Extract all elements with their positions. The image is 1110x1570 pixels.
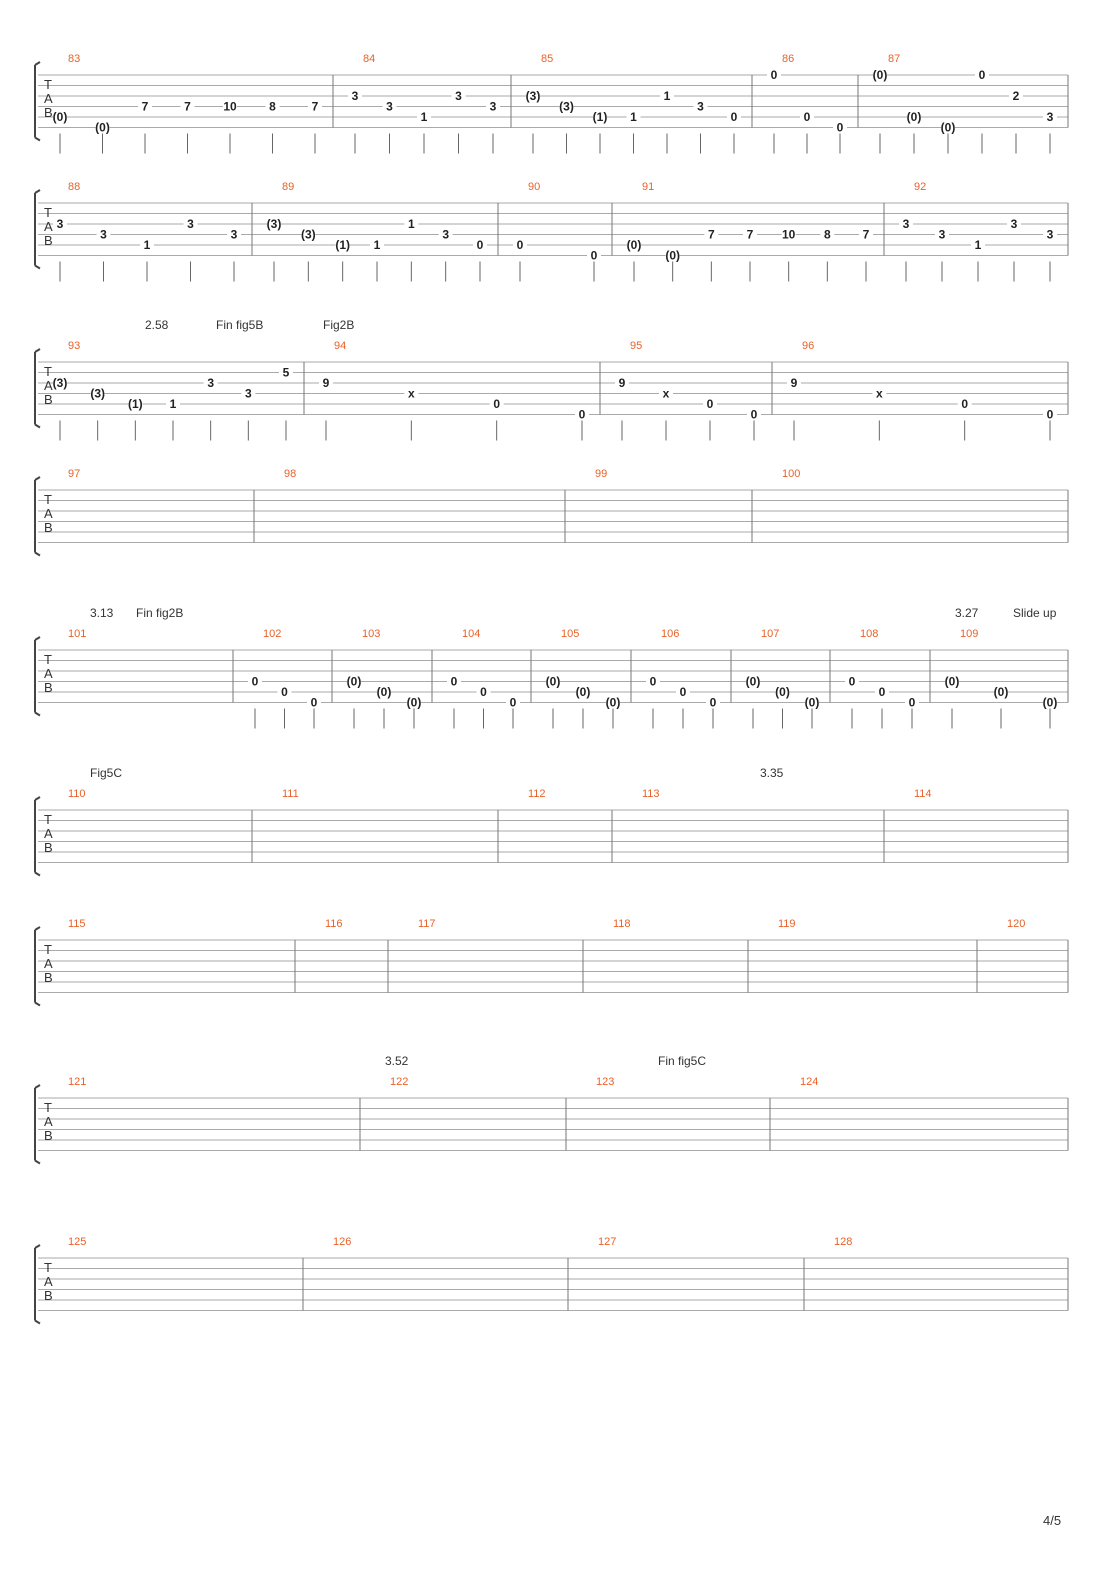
fret-number: (3) [525,89,541,103]
fret-number: (0) [804,695,820,710]
tab-clef-letter: A [44,378,53,393]
tab-clef-letter: A [44,1114,53,1129]
fret-number: 1 [373,238,381,252]
fret-number: 9 [322,376,330,390]
tab-clef-letter: T [44,1100,52,1115]
section-annotation: Fig2B [323,318,355,332]
fret-number: 10 [223,99,237,114]
system-bracket [35,637,40,716]
fret-number: (1) [127,397,143,411]
fret-number: (3) [52,376,68,390]
tab-clef-letter: B [44,520,53,535]
fret-number: 3 [56,217,64,231]
measure-number: 117 [418,918,436,930]
tab-system [35,53,1068,154]
measure-number: 96 [802,340,815,352]
fret-number: 3 [351,89,359,103]
fret-number: 9 [790,376,798,390]
measure-number: 84 [363,53,376,65]
measure-number: 123 [596,1076,615,1088]
measure-number: 112 [528,788,546,800]
fret-number: 0 [649,674,657,689]
fret-number: (0) [545,674,561,689]
system-bracket [35,1245,40,1324]
tab-clef-letter: T [44,812,52,827]
fret-number: (0) [993,685,1009,699]
fret-number: 3 [455,89,462,103]
section-annotation: 3.52 [385,1054,409,1068]
section-annotation: Slide up [1013,606,1057,620]
tab-system [35,606,1068,729]
fret-number: 0 [310,695,318,710]
fret-number: 0 [878,685,886,699]
measure-number: 86 [782,53,795,65]
fret-number: 0 [978,68,986,82]
measure-number: 110 [68,788,86,800]
section-annotation: 3.27 [955,606,979,620]
measure-number: 91 [642,181,655,193]
fret-number: x [875,386,883,401]
fret-number: 7 [746,227,754,242]
fret-number: x [662,386,670,401]
measure-number: 108 [860,628,879,640]
fret-number: 3 [902,217,910,231]
system-bracket [35,1085,40,1164]
measure-number: 115 [68,918,86,930]
fret-number: 0 [709,695,717,710]
tab-clef-letter: A [44,956,53,971]
fret-number: 7 [862,227,870,242]
tab-clef-letter: B [44,680,53,695]
fret-number: 3 [244,386,252,401]
tab-clef-letter: T [44,942,52,957]
fret-number: (1) [592,110,608,124]
section-annotation: Fig5C [90,766,123,780]
fret-number: 7 [707,227,715,242]
measure-number: 100 [782,468,801,480]
fret-number: 0 [706,397,714,411]
fret-number: 0 [509,695,517,710]
tab-clef-letter: A [44,219,53,234]
tab-clef-letter: T [44,364,52,379]
fret-number: 1 [630,110,637,124]
system-bracket [35,349,40,428]
measure-number: 95 [630,340,643,352]
measure-number: 98 [284,468,297,480]
fret-number: 7 [184,99,191,114]
fret-number: 0 [578,407,586,422]
fret-number: 7 [311,99,319,114]
tab-clef-letter: A [44,1274,53,1289]
section-annotation: Fin fig5C [658,1054,707,1068]
fret-number: (0) [944,674,960,689]
fret-number: (0) [872,68,888,82]
fret-number: (3) [90,386,106,401]
fret-number: 0 [1046,407,1054,422]
tab-system [35,766,1068,876]
fret-number: 0 [679,685,687,699]
fret-number: (0) [605,695,621,710]
fret-number: 3 [442,227,450,242]
systems-layer [35,53,1068,1324]
fret-number: (0) [940,120,956,135]
measure-number: 102 [263,628,282,640]
measure-number: 122 [390,1076,409,1088]
fret-number: 0 [493,397,501,411]
measure-number: 88 [68,181,81,193]
system-bracket [35,477,40,556]
tab-clef-letter: A [44,666,53,681]
fret-number: 0 [803,110,811,124]
fret-number: 0 [281,685,288,699]
measure-number: 111 [282,788,299,800]
fret-number: 3 [386,99,393,114]
measure-number: 83 [68,53,81,65]
fret-number: 0 [848,674,856,689]
fret-number: 9 [618,376,626,390]
fret-number: (0) [626,238,642,252]
fret-number: 3 [489,99,497,114]
tab-clef-letter: B [44,105,53,120]
measure-number: 103 [362,628,381,640]
fret-number: 3 [1046,227,1054,242]
measure-number: 92 [914,181,927,193]
measure-number: 101 [68,628,87,640]
tab-clef-letter: B [44,840,53,855]
fret-number: 0 [450,674,458,689]
fret-number: (3) [559,99,574,114]
fret-number: (0) [376,685,392,699]
measure-number: 87 [888,53,901,65]
fret-number: 0 [836,120,844,135]
measure-number: 128 [834,1236,853,1248]
measure-number: 125 [68,1236,87,1248]
measure-number: 127 [598,1236,617,1248]
tab-system [35,181,1068,282]
measure-number: 89 [282,181,295,193]
measure-number: 94 [334,340,347,352]
measure-number: 116 [325,918,343,930]
fret-number: (0) [745,674,761,689]
tab-clef-letter: B [44,1288,53,1303]
measure-number: 120 [1007,918,1026,930]
fret-number: 7 [141,99,149,114]
tab-clef-letter: B [44,970,53,985]
fret-number: (3) [300,227,316,242]
fret-number: 3 [697,99,704,114]
system-bracket [35,190,40,269]
section-annotation: Fin fig2B [136,606,184,620]
fret-number: (0) [575,685,591,699]
page-number: 4/5 [1043,1513,1062,1528]
measure-number: 113 [642,788,660,800]
fret-number: (3) [266,217,282,231]
tab-clef-letter: A [44,91,53,106]
fret-number: 0 [908,695,916,710]
fret-number: 1 [663,89,671,103]
fret-number: 3 [938,227,946,242]
fret-number: 10 [781,227,796,242]
fret-number: 3 [187,217,194,231]
section-annotation: Fin fig5B [216,318,264,332]
measure-number: 109 [960,628,979,640]
section-annotation: 2.58 [145,318,169,332]
fret-number: 0 [590,248,598,263]
system-bracket [35,927,40,1006]
section-annotation: 3.13 [90,606,114,620]
fret-number: 0 [251,674,259,689]
tab-clef-letter: A [44,506,53,521]
measure-number: 99 [595,468,608,480]
fret-number: 1 [420,110,428,124]
fret-number: 3 [207,376,215,390]
tab-system [35,468,1068,556]
system-bracket [35,797,40,876]
fret-number: 8 [269,99,276,114]
measure-number: 104 [462,628,481,640]
tab-clef-letter: B [44,1128,53,1143]
fret-number: (0) [52,110,68,124]
fret-number: 1 [143,238,151,252]
measure-number: 126 [333,1236,352,1248]
fret-number: 1 [407,217,415,231]
tab-clef-letter: B [44,233,53,248]
measure-number: 107 [761,628,780,640]
fret-number: 0 [750,407,758,422]
fret-number: (1) [335,238,351,252]
tab-clef-letter: B [44,392,53,407]
fret-number: 0 [476,238,484,252]
fret-number: 5 [282,365,290,380]
measure-number: 90 [528,181,541,193]
measure-number: 124 [800,1076,819,1088]
fret-number: (0) [95,120,110,135]
measure-number: 93 [68,340,81,352]
tab-system [35,1236,1068,1324]
fret-number: 1 [169,397,177,411]
measure-number: 105 [561,628,580,640]
fret-number: 0 [730,110,738,124]
fret-number: 0 [961,397,969,411]
fret-number: 1 [974,238,982,252]
fret-number: 3 [100,227,107,242]
tab-clef-letter: T [44,1260,52,1275]
fret-number: (0) [406,695,422,710]
system-bracket [35,62,40,141]
measure-number: 114 [914,788,932,800]
fret-number: 3 [1010,217,1018,231]
fret-number: (0) [906,110,922,124]
tab-system [35,1054,1068,1164]
fret-number: 8 [823,227,831,242]
measure-number: 118 [613,918,631,930]
fret-number: 0 [480,685,487,699]
tab-clef-letter: T [44,77,52,92]
fret-number: (0) [1042,695,1058,710]
tab-clef-letter: T [44,205,52,220]
tab-clef-letter: T [44,492,52,507]
fret-number: 0 [770,68,778,82]
fret-number: 2 [1012,89,1020,103]
fret-number: 3 [1046,110,1054,124]
fret-number: (0) [346,674,362,689]
measure-number: 106 [661,628,680,640]
fret-number: 3 [230,227,238,242]
tab-clef-letter: T [44,652,52,667]
measure-number: 97 [68,468,81,480]
fret-number: (0) [665,248,681,263]
fret-number: x [407,386,415,401]
measure-number: 119 [778,918,796,930]
measure-number: 85 [541,53,554,65]
fret-number: (0) [775,685,790,699]
fret-number: 0 [516,238,524,252]
section-annotation: 3.35 [760,766,784,780]
measure-number: 121 [68,1076,87,1088]
tab-clef-letter: A [44,826,53,841]
tab-system [35,918,1068,1006]
tab-system [35,318,1068,441]
